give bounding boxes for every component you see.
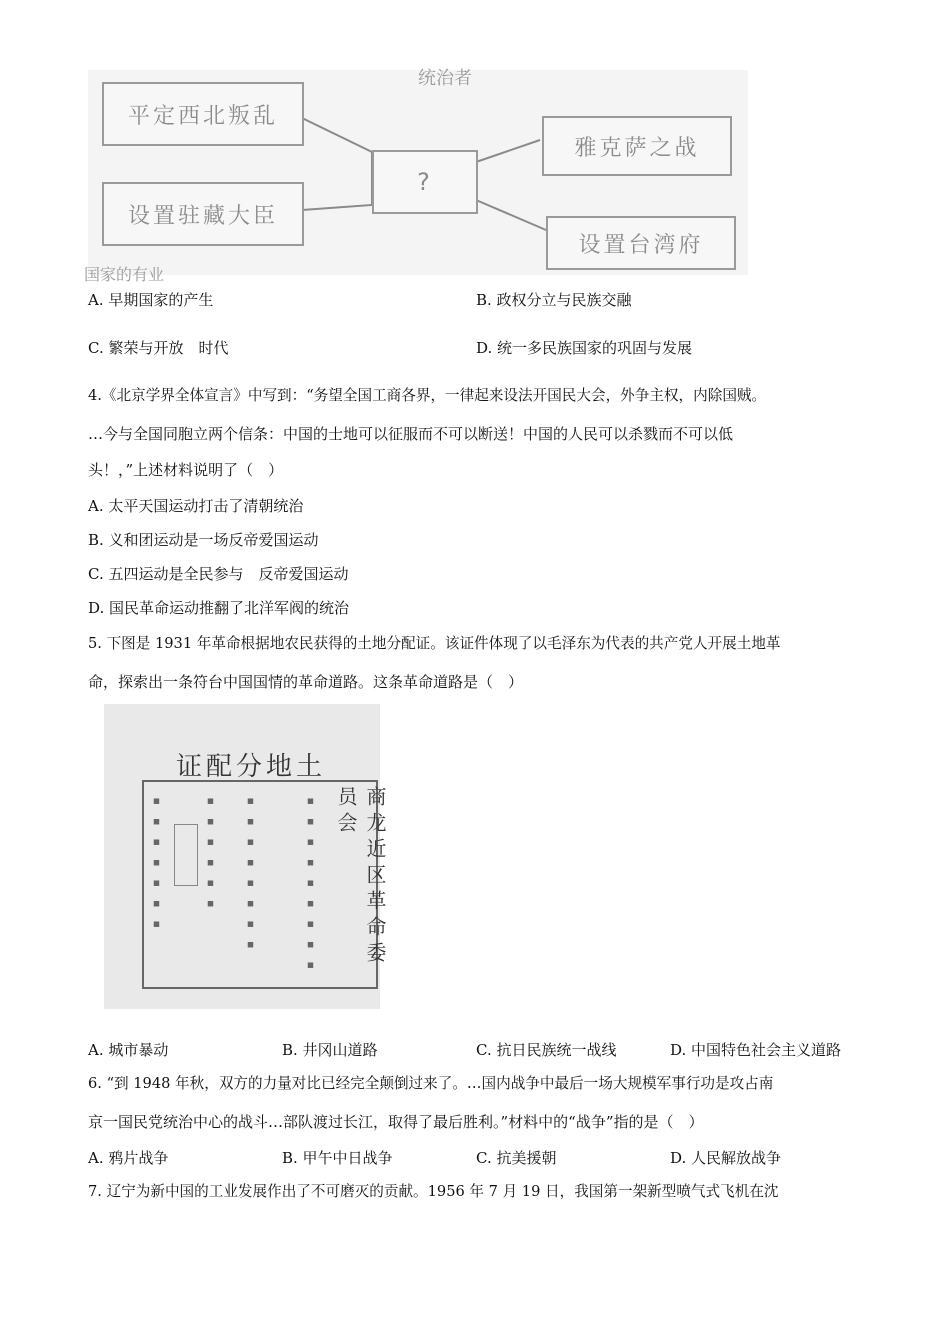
box-left-bottom: 设置驻藏大臣 bbox=[102, 182, 304, 246]
q5-option-b[interactable]: B. 井冈山道路 bbox=[282, 1041, 378, 1059]
box-center-question: ? bbox=[372, 150, 478, 214]
q4-stem-line-1: 4.《北京学界全体宣言》中写到：“务望全国工商各界，一律起来设法开国民大会，外争主权，内除国贼。 bbox=[88, 387, 767, 404]
q3-option-d[interactable]: D. 统一多民族国家的巩固与发展 bbox=[476, 339, 693, 357]
box-left-top: 平定西北叛乱 bbox=[102, 82, 304, 146]
certificate-handwriting-4: ▪ ▪ ▪ ▪ ▪ ▪ ▪ bbox=[150, 794, 163, 932]
q5-option-a[interactable]: A. 城市暴动 bbox=[88, 1041, 169, 1059]
q5-stem-line-1: 5. 下图是 1931 年革命根据地农民获得的土地分配证。该证件体现了以毛泽东为代表的共产党人开展土地革 bbox=[88, 635, 781, 652]
q5-option-c[interactable]: C. 抗日民族统一战线 bbox=[476, 1041, 617, 1059]
certificate-stamp bbox=[174, 824, 198, 886]
q3-option-c[interactable]: C. 繁荣与开放 时代 bbox=[88, 339, 229, 357]
certificate-handwriting-2: ▪ ▪ ▪ ▪ ▪ ▪ ▪ ▪ bbox=[244, 794, 257, 953]
box-right-top: 雅克萨之战 bbox=[542, 116, 732, 176]
q6-option-b[interactable]: B. 甲午中日战争 bbox=[282, 1149, 393, 1167]
q4-option-c[interactable]: C. 五四运动是全民参与 反帝爱国运动 bbox=[88, 565, 349, 583]
certificate-handwriting-3: ▪ ▪ ▪ ▪ ▪ ▪ bbox=[204, 794, 217, 912]
q5-option-d[interactable]: D. 中国特色社会主义道路 bbox=[670, 1041, 842, 1059]
q4-stem-line-2: …今与全国同胞立两个信条：中国的士地可以征服而不可以断送！中国的人民可以杀戮而不可以低 bbox=[88, 425, 734, 443]
q6-stem-line-2: 京一国民党统治中心的战斗…部队渡过长江，取得了最后胜利。”材料中的“战争”指的是（ ） bbox=[88, 1113, 704, 1131]
box-right-bottom: 设置台湾府 bbox=[546, 216, 736, 270]
q5-stem-line-2: 命，探索出一条符台中国国情的革命道路。这条革命道路是（ ） bbox=[88, 673, 524, 691]
diagram-bottom-scrap: 国家的有业 bbox=[84, 265, 165, 284]
q3-option-b[interactable]: B. 政权分立与民族交融 bbox=[476, 291, 632, 309]
land-certificate-image bbox=[104, 704, 387, 1009]
q6-option-c[interactable]: C. 抗美援朝 bbox=[476, 1149, 557, 1167]
q4-option-b[interactable]: B. 义和团运动是一场反帝爱国运动 bbox=[88, 531, 319, 549]
q4-option-a[interactable]: A. 太平天国运动打击了清朝统治 bbox=[88, 497, 304, 515]
q6-stem-line-1: 6. “到 1948 年秋，双方的力量对比已经完全颠倒过来了。…国内战争中最后一场大规模军事行功是攻占南 bbox=[88, 1075, 774, 1092]
diagram-top-scrap: 统治者 bbox=[418, 68, 472, 89]
certificate-title: 证配分地土 bbox=[175, 752, 326, 782]
dynasty-diagram bbox=[84, 68, 748, 284]
certificate-handwriting-1: ▪ ▪ ▪ ▪ ▪ ▪ ▪ ▪ ▪ bbox=[304, 794, 317, 973]
certificate-issuer: 商龙近区革命委员会 bbox=[334, 786, 387, 968]
q4-option-d[interactable]: D. 国民革命运动推翻了北洋军阀的统治 bbox=[88, 599, 350, 617]
q4-stem-line-3: 头！，”上述材料说明了（ ） bbox=[88, 461, 284, 479]
q6-option-a[interactable]: A. 鸦片战争 bbox=[88, 1149, 169, 1167]
q7-stem-line-1: 7. 辽宁为新中国的工业发展作出了不可磨灭的贡献。1956 年 7 月 19 日，我国第一架新型喷气式飞机在沈 bbox=[88, 1183, 779, 1200]
q3-option-a[interactable]: A. 早期国家的产生 bbox=[88, 291, 214, 309]
q6-option-d[interactable]: D. 人民解放战争 bbox=[670, 1149, 782, 1167]
